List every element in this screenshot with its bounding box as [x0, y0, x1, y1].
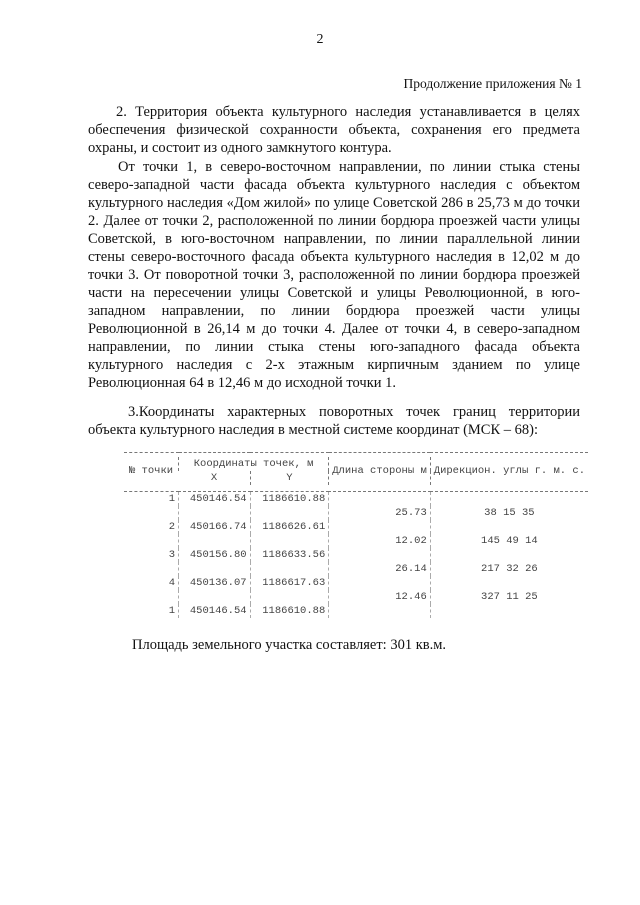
y-cell: 1186610.88: [250, 604, 329, 618]
paragraph-coordinates-intro: 3.Координаты характерных поворотных точек границ территории объекта культурного наследия в местной системе координат (МСК – 68):: [88, 404, 580, 438]
appendix-note: Продолжение приложения № 1: [403, 76, 582, 91]
header-point: № точки: [128, 465, 174, 477]
segment-row: [124, 534, 588, 548]
coordinates-table: [124, 452, 588, 618]
angle-cell: 145 49 14: [430, 534, 588, 548]
length-cell: 12.02: [329, 534, 431, 548]
angle-cell: 327 11 25: [430, 590, 588, 604]
length-cell: 26.14: [329, 562, 431, 576]
header-angle: Дирекцион. углы г. м. с.: [430, 457, 588, 485]
table-row: [124, 520, 588, 534]
land-area-text: Площадь земельного участка составляет: 301 кв.м.: [132, 637, 447, 653]
table-row: [124, 492, 588, 507]
x-cell: 450146.54: [179, 604, 251, 618]
header-length: Длина стороны м: [329, 457, 431, 485]
point-cell: 3: [168, 549, 175, 561]
x-cell: 450136.07: [179, 576, 251, 590]
header-coordinates: Координаты точек, м: [179, 457, 329, 471]
paragraph-territory: 2. Территория объекта культурного наследия устанавливается в целях обеспечения физической сохранности объекта, сохранения его предмета охраны, и состоит из одного замкнутого контура.: [88, 104, 580, 156]
header-y: Y: [250, 471, 329, 485]
y-cell: 1186633.56: [250, 548, 329, 562]
y-cell: 1186610.88: [250, 492, 329, 507]
y-cell: 1186617.63: [250, 576, 329, 590]
x-cell: 450146.54: [179, 492, 251, 507]
y-cell: 1186626.61: [250, 520, 329, 534]
point-cell: 2: [168, 521, 175, 533]
table-row: [124, 604, 588, 618]
angle-cell: 217 32 26: [430, 562, 588, 576]
table-row: [124, 576, 588, 590]
header-x: X: [210, 472, 218, 484]
point-cell: 1: [168, 493, 175, 505]
segment-row: [124, 506, 588, 520]
angle-cell: 38 15 35: [430, 506, 588, 520]
segment-row: [124, 562, 588, 576]
x-cell: 450166.74: [179, 520, 251, 534]
x-cell: 450156.80: [179, 548, 251, 562]
paragraph-boundary-description: От точки 1, в северо-восточном направлении, по линии стыка стены северо-западной части фасада объекта культурного наследия с объектом культурного наследия «Дом жилой» по улице Советской 286 в 25,73 м до точки 2. Далее от точки 2, расположенной по линии бордюра проезжей части улицы Советской, в юго-восточном направлении, по линии параллельной линии стены северо-восточного фасада объекта культурного наследия в 12,02 м до точки 3. От поворотной точки 3, расположенной по линии бордюра проезжей части на пересечении улицы Советской и улицы Революционной, в юго-западном направлении, по линии бордюра проезжей части улицы Революционной в 26,14 м до точки 4. Далее от точки 4, в северо-западном направлении, по линии стыка стены юго-западного фасада объекта культурного наследия с 2-х этажным кирпичным зданием по улице Революционная 64 в 12,46 м до исходной точки 1.: [88, 159, 580, 391]
length-cell: 25.73: [329, 506, 431, 520]
point-cell: 4: [168, 577, 175, 589]
length-cell: 12.46: [329, 590, 431, 604]
table-row: [124, 548, 588, 562]
page-number: 2: [316, 32, 324, 47]
point-cell: 1: [168, 605, 175, 617]
segment-row: [124, 590, 588, 604]
